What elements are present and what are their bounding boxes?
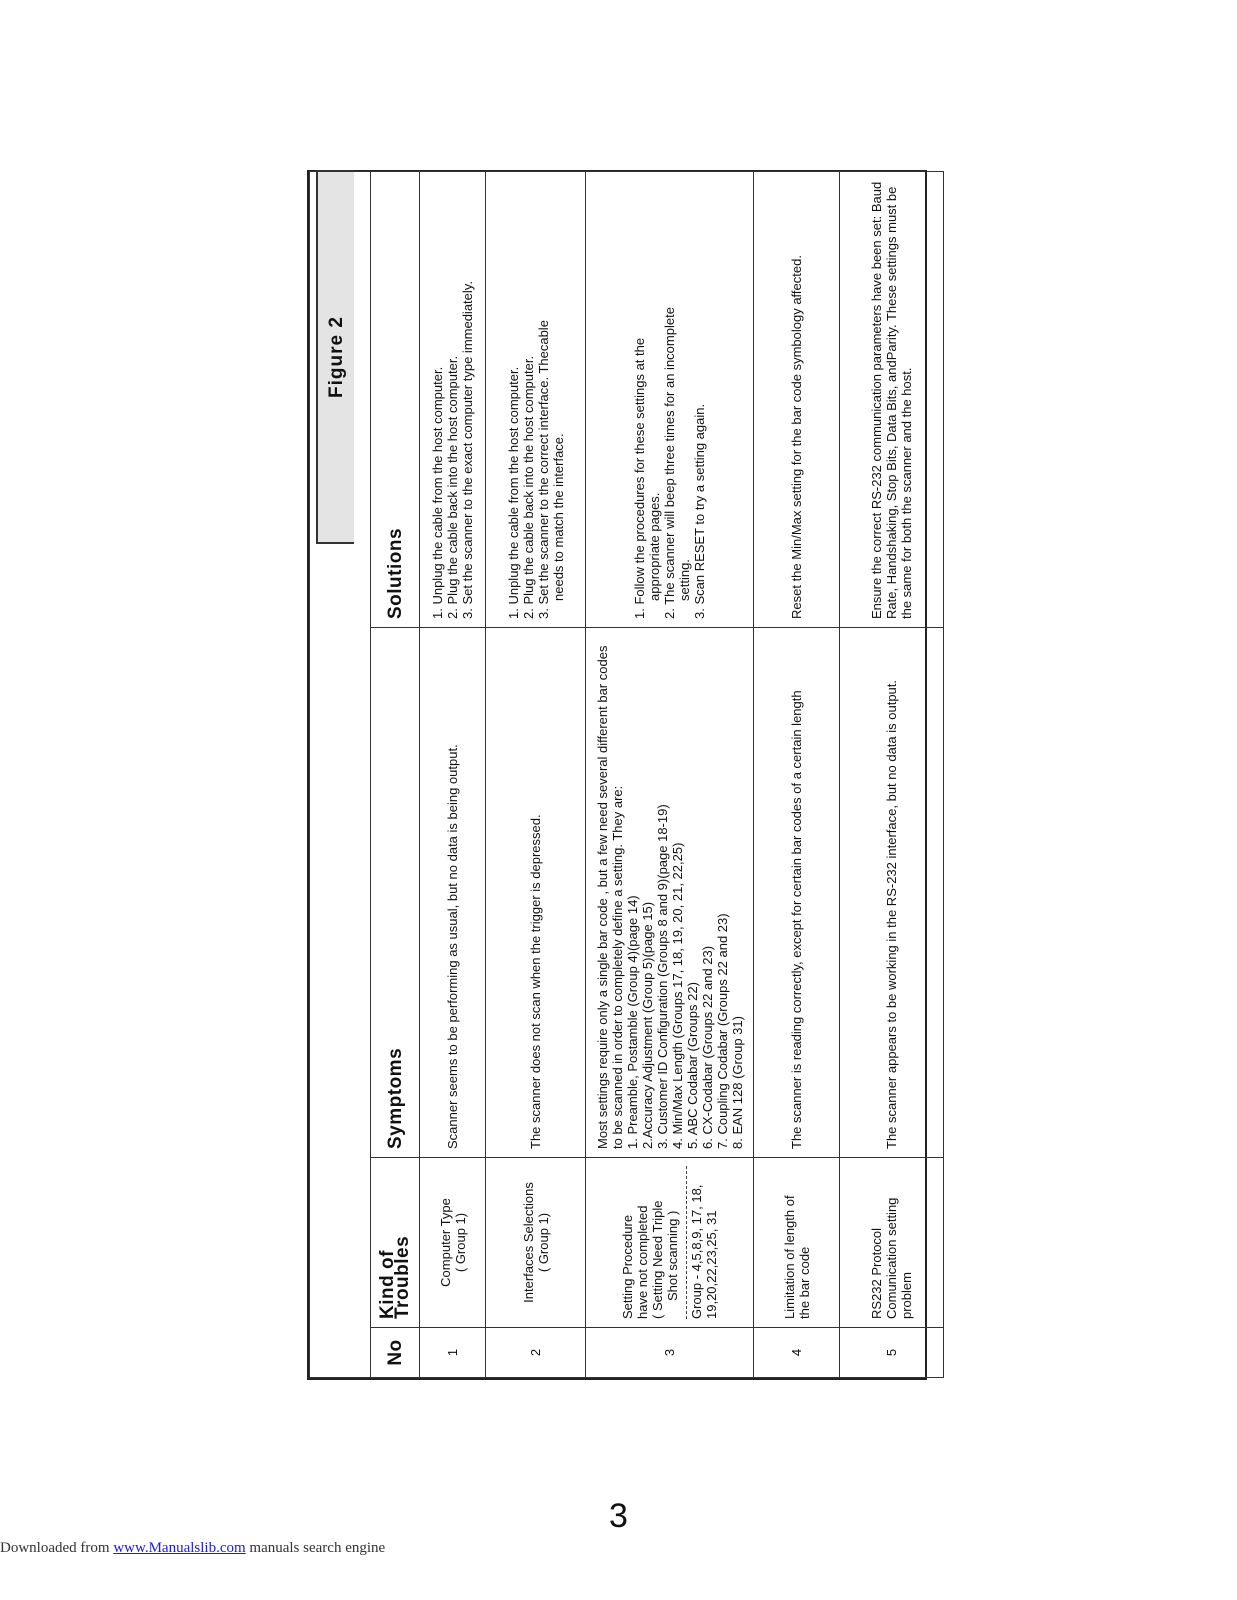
solution-line: 1. Unplug the cable from the host computer. [505, 366, 521, 619]
header-no: No [371, 1328, 420, 1378]
table-row [420, 172, 486, 1378]
symptom-intro: Most settings require only a single bar code , but a few need several different bar codes to be scanned in order to completely define a setting. They are: [594, 645, 625, 1149]
table-row [754, 172, 840, 1378]
solution-line: 2. The scanner will beep three times for an incomplete [662, 307, 677, 619]
solution-line: 3. Set the scanner to the exact computer type immediately. [460, 281, 475, 619]
kind-line: Limitation of length of [781, 1195, 797, 1319]
header-symptoms: Symptoms [371, 628, 420, 1158]
troubleshooting-table-frame [307, 170, 927, 1380]
table-row [486, 172, 586, 1378]
solution-line: 3. Scan RESET to try a setting again. [692, 403, 707, 619]
kind-cell [420, 1158, 486, 1328]
rotated-table-container [309, 172, 925, 1378]
solution-cell [486, 172, 586, 628]
solution-line: 2. Plug the cable back into the host computer. [520, 355, 536, 619]
solution-line: 1. Unplug the cable from the host computer. [430, 366, 445, 619]
kind-cell [586, 1158, 754, 1328]
footer-suffix: manuals search engine [245, 1540, 386, 1556]
row-number: 4 [754, 1328, 840, 1378]
kind-group-list: Group - 4,5,8,9, 17, 18, 19,20,22,23,25, 31 [686, 1166, 719, 1319]
symptom-cell: The scanner does not scan when the trigger is depressed. [486, 628, 586, 1158]
kind-line: Setting Procedure [620, 1214, 635, 1319]
footer-prefix: Downloaded from [0, 1540, 114, 1556]
symptom-list [625, 636, 745, 1149]
list-item: 8. EAN 128 (Group 31) [729, 1016, 745, 1149]
list-item: 2.Accuracy Adjustment (Group 5)(page 15) [639, 901, 655, 1149]
solution-cell: Ensure the correct RS-232 communication parameters have been set: Baud Rate, Handshaking, Stop Bits, Data Bits, andParity. These settings must be the same for both the scanner and the host. [840, 172, 944, 628]
solution-line: 1. Follow the procedures for these settings at the [632, 337, 647, 619]
row-number: 1 [420, 1328, 486, 1378]
troubleshooting-table [309, 171, 944, 1378]
solution-line: appropriate pages. [647, 492, 662, 601]
kind-line: ( Setting Need Triple [650, 1200, 665, 1319]
row-number: 2 [486, 1328, 586, 1378]
solution-line: 3. Set the scanner to the correct interface. Thecable [535, 320, 551, 619]
symptom-cell: Scanner seems to be performing as usual, but no data is being output. [420, 628, 486, 1158]
kind-cell [840, 1158, 944, 1328]
row-number: 5 [840, 1328, 944, 1378]
symptom-cell: The scanner appears to be working in the RS-232 interface, but no data is output. [840, 628, 944, 1158]
page-number: 3 [609, 1497, 628, 1535]
table-row [840, 172, 944, 1378]
list-item: 3. Customer ID Configuration (Groups 8 and 9)(page 18-19) [654, 804, 670, 1149]
header-solutions: Solutions [371, 172, 420, 628]
kind-line: ( Group 1) [452, 1212, 468, 1273]
kind-cell [486, 1158, 586, 1328]
solution-cell [420, 172, 486, 628]
header-kind: Kind of Troubles [371, 1158, 420, 1328]
kind-line: the bar code [796, 1246, 812, 1319]
kind-line: have not completed [635, 1205, 650, 1319]
row-number: 3 [586, 1328, 754, 1378]
list-item: 4. Min/Max Length (Groups 17, 18, 19, 20, 21, 22,25) [669, 842, 685, 1149]
solution-line: needs to match the interface. [550, 433, 566, 601]
solution-cell [586, 172, 754, 628]
list-item: 5. ABC Codabar (Groups 22) [684, 982, 700, 1149]
figure-title: Figure 2 [316, 170, 354, 544]
list-item: 1. Preamble, Postamble (Group 4)(page 14) [624, 895, 640, 1149]
table-row [586, 172, 754, 1378]
kind-line: ( Group 1) [535, 1212, 551, 1273]
kind-cell [754, 1158, 840, 1328]
kind-line: Shot scanning ) [665, 1210, 680, 1301]
kind-line: Comunication setting [884, 1197, 899, 1319]
kind-line: problem [899, 1272, 914, 1319]
symptom-cell [586, 628, 754, 1158]
kind-line: Interfaces Selections [520, 1182, 536, 1303]
header-row [371, 172, 420, 1378]
kind-line: Computer Type [437, 1198, 453, 1287]
download-footer [0, 1540, 385, 1557]
kind-line: RS232 Protocol [869, 1227, 884, 1319]
solution-cell: Reset the Min/Max setting for the bar code symbology affected. [754, 172, 840, 628]
manualslib-link[interactable]: www.Manualslib.com [113, 1540, 246, 1556]
symptom-cell: The scanner is reading correctly, except for certain bar codes of a certain length [754, 628, 840, 1158]
list-item: 6. CX-Codabar (Groups 22 and 23) [699, 945, 715, 1149]
figure-caption-row [310, 172, 371, 1378]
solution-line: 2. Plug the cable back into the host computer. [445, 355, 460, 619]
solution-line: setting. [677, 559, 692, 601]
list-item: 7. Coupling Codabar (Groups 22 and 23) [714, 913, 730, 1149]
